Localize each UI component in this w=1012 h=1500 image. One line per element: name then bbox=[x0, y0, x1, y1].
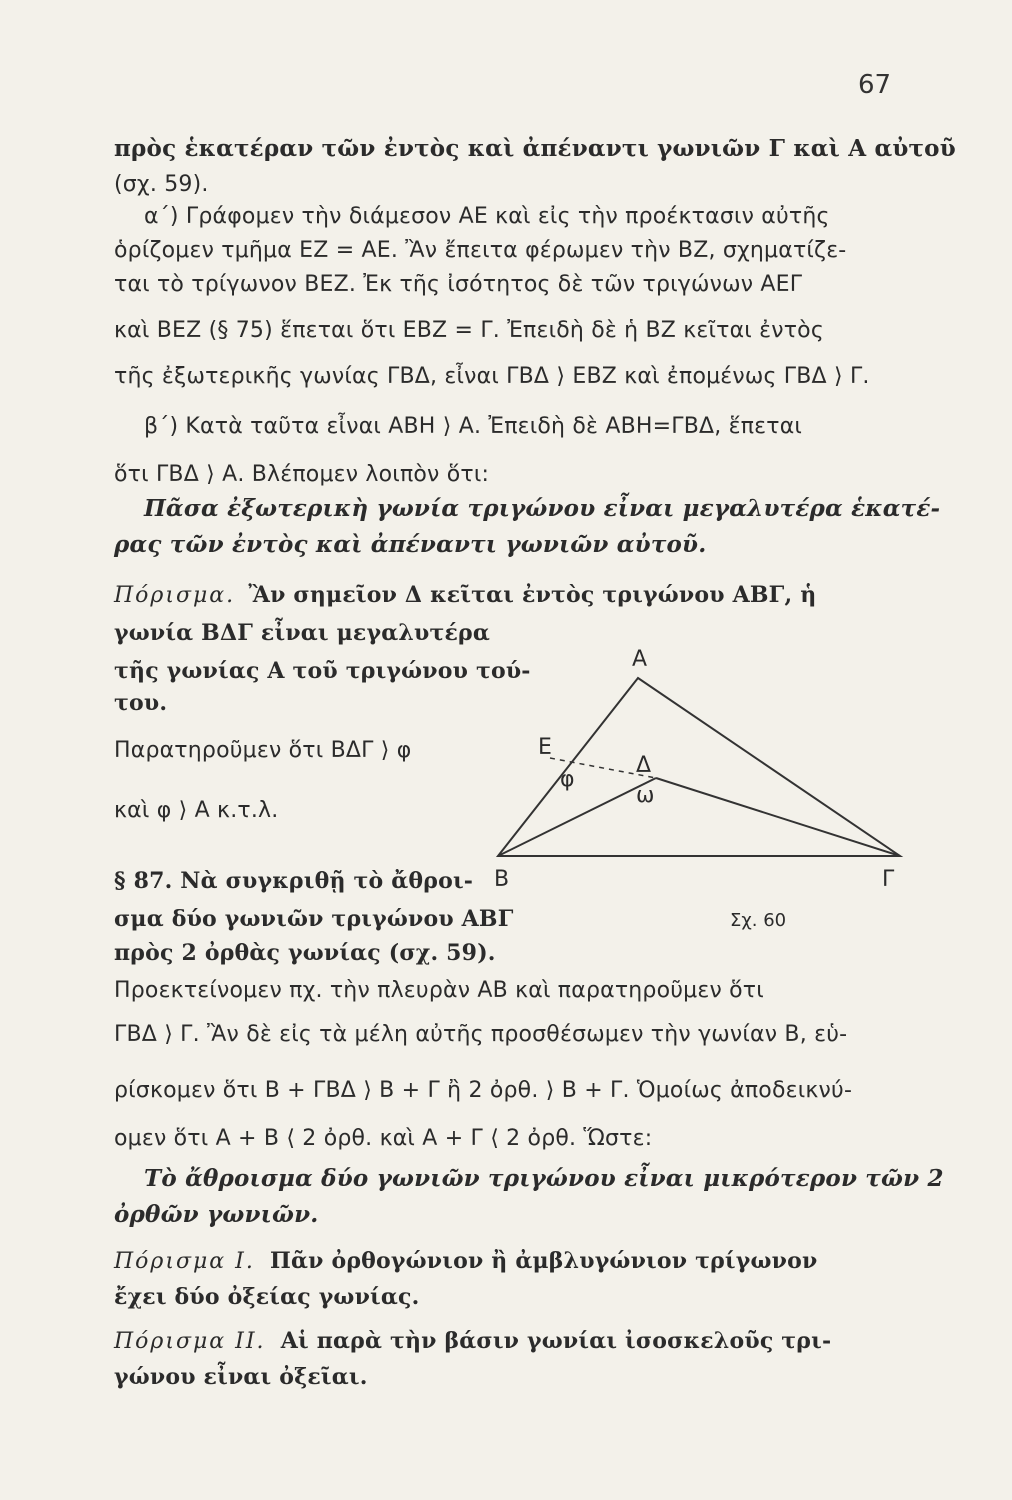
text-line-17: καὶ φ ⟩ Α κ.τ.λ. bbox=[114, 798, 279, 823]
corollary-2-line-1 bbox=[114, 1326, 831, 1357]
section-87-line-3: πρὸς 2 ὀρθὰς γωνίας (σχ. 59). bbox=[114, 940, 496, 966]
triangle-abg bbox=[498, 678, 900, 856]
label-a: Α bbox=[632, 647, 648, 672]
label-d: Δ bbox=[636, 753, 652, 778]
corollary-1-line-1 bbox=[114, 1246, 817, 1277]
corollary-title: Πόρισμα. bbox=[114, 583, 236, 608]
corollary-line-3: τῆς γωνίας Α τοῦ τριγώνου τού- bbox=[114, 658, 531, 684]
figure-caption: Σχ. 60 bbox=[730, 910, 787, 931]
corollary-1-title: Πόρισμα Ι. bbox=[114, 1249, 255, 1274]
text-line-3: α΄) Γράφομεν τὴν διάμεσον ΑΕ καὶ εἰς τὴν προέκτασιν αὐτῆς bbox=[144, 204, 830, 229]
theorem-line-2: ρας τῶν ἐντὸς καὶ ἀπέναντι γωνιῶν αὐτοῦ. bbox=[114, 531, 707, 558]
figure-60-triangle bbox=[490, 630, 910, 940]
text-line-2: (σχ. 59). bbox=[114, 172, 209, 197]
label-omega: ω bbox=[636, 783, 655, 808]
text-line-6: καὶ ΒΕΖ (§ 75) ἕπεται ὅτι ΕΒΖ = Γ. Ἐπειδὴ δὲ ἡ ΒΖ κεῖται ἐντὸς bbox=[114, 318, 824, 343]
text-line-8: β΄) Κατὰ ταῦτα εἶναι ΑΒΗ ⟩ Α. Ἐπειδὴ δὲ ΑΒΗ=ΓΒΔ, ἕπεται bbox=[144, 414, 803, 439]
text-line-5: ται τὸ τρίγωνον ΒΕΖ. Ἐκ τῆς ἰσότητος δὲ τῶν τριγώνων ΑΕΓ bbox=[114, 272, 803, 297]
section-87-line-1: § 87. Νὰ συγκριθῇ τὸ ἄθροι- bbox=[114, 868, 474, 894]
text-line-21: Προεκτείνομεν πχ. τὴν πλευρὰν ΑΒ καὶ παρατηροῦμεν ὅτι bbox=[114, 978, 764, 1003]
label-phi: φ bbox=[560, 767, 575, 792]
theorem-2-line-2: ὀρθῶν γωνιῶν. bbox=[114, 1201, 319, 1228]
text-line-23: ρίσκομεν ὅτι Β + ΓΒΔ ⟩ Β + Γ ἢ 2 ὀρθ. ⟩ Β + Γ. Ὁμοίως ἀποδεικνύ- bbox=[114, 1078, 853, 1103]
text-line-16: Παρατηροῦμεν ὅτι ΒΔΓ ⟩ φ bbox=[114, 738, 412, 763]
corollary-line-2: γωνία ΒΔΓ εἶναι μεγαλυτέρα bbox=[114, 620, 490, 646]
text-line-4: ὁρίζομεν τμῆμα ΕΖ = ΑΕ. Ἂν ἔπειτα φέρωμεν τὴν ΒΖ, σχηματίζε- bbox=[114, 238, 847, 263]
corollary-line-1 bbox=[114, 580, 816, 611]
section-87-line-2: σμα δύο γωνιῶν τριγώνου ΑΒΓ bbox=[114, 906, 514, 932]
corollary-1-text: Πᾶν ὀρθογώνιον ἢ ἀμβλυγώνιον τρίγωνον bbox=[270, 1248, 818, 1274]
text-line-22: ΓΒΔ ⟩ Γ. Ἂν δὲ εἰς τὰ μέλη αὐτῆς προσθέσωμεν τὴν γωνίαν Β, εὑ- bbox=[114, 1022, 848, 1047]
text-line-24: ομεν ὅτι Α + Β ⟨ 2 ὀρθ. καὶ Α + Γ ⟨ 2 ὀρθ. Ὥστε: bbox=[114, 1126, 653, 1151]
text-line-9: ὅτι ΓΒΔ ⟩ Α. Βλέπομεν λοιπὸν ὅτι: bbox=[114, 462, 490, 487]
corollary-line-4: του. bbox=[114, 690, 168, 716]
text-line-7: τῆς ἐξωτερικῆς γωνίας ΓΒΔ, εἶναι ΓΒΔ ⟩ ΕΒΖ καὶ ἐπομένως ΓΒΔ ⟩ Γ. bbox=[114, 364, 870, 389]
page-number: 67 bbox=[858, 70, 892, 100]
label-b: Β bbox=[494, 867, 510, 892]
label-e: Ε bbox=[538, 735, 552, 760]
text-line-1: πρὸς ἑκατέραν τῶν ἐντὸς καὶ ἀπέναντι γωνιῶν Γ καὶ Α αὐτοῦ bbox=[114, 135, 956, 162]
theorem-line-1: Πᾶσα ἐξωτερικὴ γωνία τριγώνου εἶναι μεγαλυτέρα ἑκατέ- bbox=[144, 495, 941, 522]
corollary-1-line-2: ἔχει δύο ὀξείας γωνίας. bbox=[114, 1284, 420, 1310]
corollary-2-line-2: γώνου εἶναι ὀξεῖαι. bbox=[114, 1364, 368, 1390]
label-g: Γ bbox=[882, 867, 895, 892]
theorem-2-line-1: Τὸ ἄθροισμα δύο γωνιῶν τριγώνου εἶναι μικρότερον τῶν 2 bbox=[144, 1165, 944, 1192]
corollary-text: Ἂν σημεῖον Δ κεῖται ἐντὸς τριγώνου ΑΒΓ, ἡ bbox=[248, 582, 817, 608]
corollary-2-text: Αἱ παρὰ τὴν βάσιν γωνίαι ἰσοσκελοῦς τρι- bbox=[280, 1328, 832, 1354]
segment-bd bbox=[498, 778, 656, 856]
corollary-2-title: Πόρισμα ΙΙ. bbox=[114, 1329, 266, 1354]
segment-dg bbox=[656, 778, 900, 856]
